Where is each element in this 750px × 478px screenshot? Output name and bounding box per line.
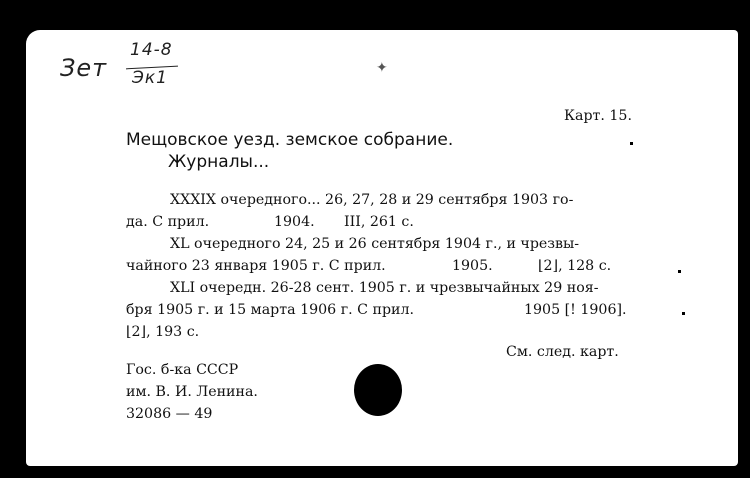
entry-2-year: 1905. xyxy=(452,258,493,274)
entry-3-year: 1905 [! 1906]. xyxy=(524,302,627,318)
speck-mark xyxy=(678,270,681,273)
handwritten-fraction-bottom: Эк1 xyxy=(132,68,168,88)
card-number: Карт. 15. xyxy=(564,108,632,124)
entry-3-pages: ⌊2⌋, 193 с. xyxy=(126,324,200,340)
handwritten-label: Зет xyxy=(60,54,108,82)
entry-3-line-1: XLI очередн. 26-28 сент. 1905 г. и чрезвычайных 29 ноя- xyxy=(170,280,599,296)
ink-blot xyxy=(354,364,402,416)
entry-2-pages: ⌊2⌋, 128 с. xyxy=(538,258,612,274)
smudge-mark: ✦ xyxy=(376,60,388,76)
heading-title: Мещовское уезд. земское собрание. xyxy=(126,130,454,150)
library-line-1: Гос. б-ка СССР xyxy=(126,362,239,378)
library-line-2: им. В. И. Ленина. xyxy=(126,384,258,400)
entry-2-imprint: чайного 23 января 1905 г. С прил. xyxy=(126,258,386,274)
entry-2-line-1: XL очередного 24, 25 и 26 сентября 1904 г., и чрезвы- xyxy=(170,236,580,252)
entry-1-year: 1904. xyxy=(274,214,315,230)
see-next-card: См. след. карт. xyxy=(506,344,619,360)
entry-1-line-1: XXXIX очередного... 26, 27, 28 и 29 сентября 1903 го- xyxy=(170,192,574,208)
heading-subtitle: Журналы... xyxy=(168,152,270,172)
library-line-3: 32086 — 49 xyxy=(126,406,213,422)
speck-mark xyxy=(630,142,633,145)
speck-mark xyxy=(682,312,685,315)
catalog-card xyxy=(26,30,738,466)
entry-1-imprint: да. С прил. xyxy=(126,214,210,230)
entry-3-imprint: бря 1905 г. и 15 марта 1906 г. С прил. xyxy=(126,302,415,318)
entry-1-pages: III, 261 с. xyxy=(344,214,414,230)
handwritten-fraction-top: 14-8 xyxy=(130,40,173,60)
